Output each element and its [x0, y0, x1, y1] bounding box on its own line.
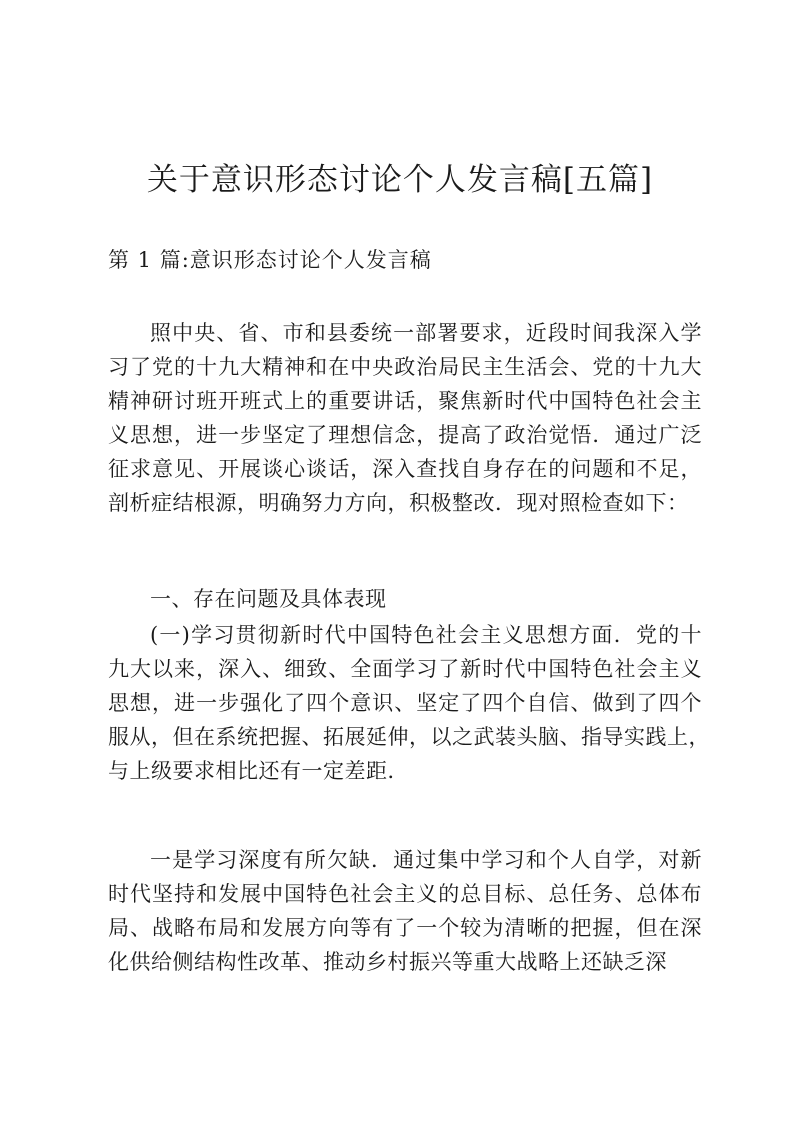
paragraph-line: 与上级要求相比还有一定差距． — [108, 759, 409, 783]
paragraph-line: (一)学习贯彻新时代中国特色社会主义思想方面．党的十 — [150, 623, 702, 647]
paragraph-line: 九大以来，深入、细致、全面学习了新时代中国特色社会主义 — [108, 657, 702, 681]
paragraph-line: 思想，进一步强化了四个意识、坚定了四个自信、做到了四个 — [108, 691, 702, 715]
document-title: 关于意识形态讨论个人发言稿[五篇] — [146, 162, 654, 198]
paragraph-line: 服从，但在系统把握、拓展延伸，以之武装头脑、指导实践上， — [108, 725, 710, 749]
paragraph-study — [108, 618, 710, 788]
paragraph-line: 精神研讨班开班式上的重要讲话，聚焦新时代中国特色社会主 — [108, 389, 702, 413]
paragraph-depth — [108, 843, 702, 979]
paragraph-line: 时代坚持和发展中国特色社会主义的总目标、总任务、总体布 — [108, 882, 702, 906]
paragraph-line: 习了党的十九大精神和在中央政治局民主生活会、党的十九大 — [108, 355, 702, 379]
paragraph-line: 征求意见、开展谈心谈话，深入查找自身存在的问题和不足， — [108, 457, 702, 481]
section-subtitle: 第 1 篇:意识形态讨论个人发言稿 — [108, 248, 432, 272]
paragraph-intro — [108, 316, 702, 520]
section-heading — [108, 582, 702, 616]
paragraph-line: 剖析症结根源，明确努力方向，积极整改．现对照检查如下： — [108, 491, 689, 515]
paragraph-line: 一是学习深度有所欠缺．通过集中学习和个人自学，对新 — [150, 848, 702, 872]
section-heading-text: 一、存在问题及具体表现 — [150, 587, 387, 611]
paragraph-line: 局、战略布局和发展方向等有了一个较为清晰的把握，但在深 — [108, 916, 702, 940]
paragraph-line: 义思想，进一步坚定了理想信念，提高了政治觉悟．通过广泛 — [108, 423, 702, 447]
paragraph-line: 化供给侧结构性改革、推动乡村振兴等重大战略上还缺乏深 — [108, 950, 667, 974]
paragraph-line: 照中央、省、市和县委统一部署要求，近段时间我深入学 — [150, 321, 702, 345]
